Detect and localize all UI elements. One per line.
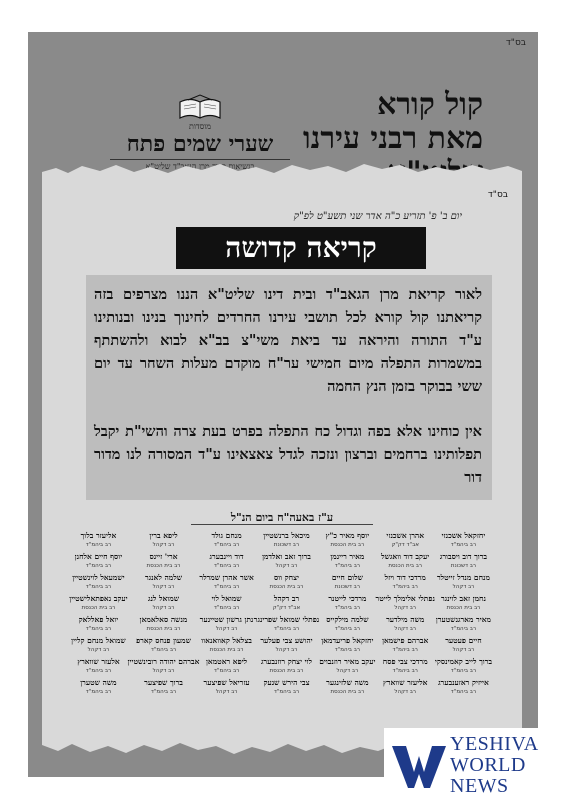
signatory-title: רב ביהמ"ד: [213, 542, 240, 548]
signatory-name: יוסף מאיר כ"ץ: [325, 531, 370, 540]
signatory-title: רב ביהמ"ד: [334, 626, 361, 632]
signatory: [435, 615, 492, 636]
signatory-name: עזריאל שפיצער: [203, 678, 250, 687]
signatory: [128, 552, 200, 573]
signatory: [376, 552, 435, 573]
signatory-name: יצחק ווס: [273, 573, 300, 582]
signatory: [376, 678, 435, 699]
signatory-name: שמואל מנחם קליין: [71, 636, 126, 645]
signatory-name: אלעזר שווארץ: [77, 657, 120, 666]
signatory-name: יחזקאל פריעדמאן: [321, 636, 374, 645]
signatory-title: רב ביהמ"ד: [213, 668, 240, 674]
signatory-title: רב ביהמ"ד: [85, 689, 112, 695]
signatory-name: נחמן זאב לוינגר: [440, 594, 486, 603]
signatory: [319, 657, 375, 678]
signatory-title: רב ביהמ"ד: [450, 689, 477, 695]
signatory-title: רב ביהמ"ד: [150, 689, 177, 695]
signatory-name: שמואל לוי: [211, 594, 242, 603]
signatory-name: ליפא ראטמאן: [205, 657, 248, 666]
signatory-name: מיכאל ברנשטיין: [263, 531, 310, 540]
signatory-name: מנשה סאלאמאן: [139, 615, 188, 624]
signatory-name: שלמה לאנגר: [144, 573, 183, 582]
signatory-title: רב ביהמ"ד: [334, 563, 361, 569]
signatory: [199, 573, 253, 594]
signatory-name: מנחם מנדל זייטלר: [436, 573, 490, 582]
signatory-name: דוד ויינבערג: [209, 552, 244, 561]
signatory-name: ברוך שפיצער: [144, 678, 183, 687]
signatory: [69, 615, 127, 636]
signatory-title: רב ביהמ"ד: [213, 584, 240, 590]
signatory-name: יעקב נאפתאלישטיין: [69, 594, 128, 603]
headline-line-1: קול קורא: [377, 87, 483, 122]
logo-top-label: מוסדות: [188, 122, 212, 131]
paragraph-2: אין כוחינו אלא בפה וגדול כח התפלה בפרט בעת צרה והשי"ת יקבל תפלותינו ברחמים וברצון ונזכה לגדל צאצאינו ע"ד המסורה לנו מדור דור: [94, 423, 482, 486]
signatory-name: נתן גרשון שטיינער: [199, 615, 254, 624]
signatory: [435, 594, 492, 615]
signatory-title: רב דקהל: [152, 542, 175, 548]
signatory-title: רב ביהמ"ד: [273, 626, 300, 632]
signatory: [128, 573, 200, 594]
signatory-title: רב דשכונת: [334, 584, 360, 590]
signatory: [199, 615, 253, 636]
signatures-grid: [69, 531, 492, 727]
signatory-title: רב דקהל: [87, 647, 110, 653]
signatory-title: רב דקהל: [452, 584, 475, 590]
signatory-title: רב דקהל: [275, 647, 298, 653]
signatory-title: רב בית הכנסת: [81, 605, 116, 611]
signatory: [319, 531, 375, 552]
signatory-title: רב ביהמ"ד: [85, 626, 112, 632]
signatory-name: אייזיק ראזענבערג: [438, 678, 489, 687]
signatory: [128, 657, 200, 678]
signatory-title: רב בית הכנסת: [146, 626, 181, 632]
signatory-name: יעקב מאיר רוזנבוים: [319, 657, 376, 666]
signatory-title: רב ביהמ"ד: [450, 668, 477, 674]
signatory-title: רב דקהל: [336, 668, 359, 674]
signatory-name: משה שלזינגער: [326, 678, 369, 687]
signatory: [254, 615, 319, 636]
notice-paper: [42, 175, 522, 740]
signatory-name: משה מילדער: [386, 615, 425, 624]
signatory: [199, 552, 253, 573]
signatory-title: רב דשכונת: [450, 563, 477, 569]
signatory-name: חיים פעטער: [445, 636, 482, 645]
signatory-title: רב ביהמ"ד: [450, 626, 477, 632]
signatory-name: שלום חיים: [331, 573, 363, 582]
signatory: [199, 531, 253, 552]
signatory: [254, 678, 319, 699]
signatory-name: אליעזר בלוך: [80, 531, 117, 540]
yeshiva-world-news-logo-icon: [390, 742, 448, 792]
signatory-title: רב בית הכנסת: [330, 689, 365, 695]
signatory: [376, 636, 435, 657]
logo-name: שערי שמים פתח: [126, 131, 274, 157]
signatory: [254, 573, 319, 594]
signatory-title: רב דקהל: [275, 563, 298, 569]
signatory-name: ברוך לייב קאמינסקי: [434, 657, 492, 666]
signatory: [69, 657, 127, 678]
signatory-title: רב דקהל: [215, 689, 238, 695]
signatory-title: רב בית הכנסת: [330, 542, 365, 548]
signatures-heading: ע"ז באעה"ח ביום הנ"ל: [42, 511, 522, 524]
signatory: [199, 678, 253, 699]
signatory-name: אהרן אשכנזי: [386, 531, 425, 540]
signatory-title: רב דקהל: [394, 605, 417, 611]
signatory: [435, 531, 492, 552]
signatory: [435, 552, 492, 573]
signatory-name: בצלאל קאוואנאוו: [201, 636, 252, 645]
logo-subtitle: בנשיאות כבוד מרן הגאב"ד שליט"א: [110, 159, 290, 171]
signatory-title: רב ביהמ"ד: [273, 689, 300, 695]
signatory: [128, 615, 200, 636]
signatory-title: רב ביהמ"ד: [392, 668, 418, 674]
signatory-title: רב ביהמ"ד: [213, 563, 240, 569]
signatory-title: רב בית הכנסת: [269, 668, 304, 674]
signatory: [199, 657, 253, 678]
corner-mark: בס"ד: [505, 38, 526, 48]
signatory: [128, 531, 200, 552]
signatory: [254, 594, 319, 615]
signatory-name: שלמה מילקייס: [326, 615, 369, 624]
signatory-name: משה שטערן: [80, 678, 117, 687]
signatory-name: יהושע צבי פעלער: [260, 636, 313, 645]
signatory-name: שמואל לנג: [147, 594, 180, 603]
signatory: [69, 573, 127, 594]
signatory: [254, 636, 319, 657]
signatory: [69, 594, 127, 615]
signatory-name: אשר אהרן שמרלר: [199, 573, 254, 582]
signatory: [69, 636, 127, 657]
watermark-line-3: NEWS: [450, 775, 509, 797]
signatory: [435, 573, 492, 594]
paragraph-1: לאור קריאת מרן הגאב"ד ובית דינו שליט"א הננו מצרפים בזה קריאתנו קול קורא לכל תושבי עירנו החרדים לחינוך בנינו ובנותינו ע"ד התורה והיראה עד ביאת משי"צ בב"א לבוא ולהשתתף במשמרות התפלה מיום חמישי ער"ח מוקדם מעלות השחר עד יום ששי בבוקר בזמן הנץ החמה: [94, 286, 482, 395]
signatory: [128, 636, 200, 657]
signatory-title: רב דקהל: [215, 626, 238, 632]
signatory-name: אליעזר שווארץ: [382, 678, 428, 687]
signatory-title: רב ביהמ"ד: [392, 584, 418, 590]
signatory-title: רב ביהמ"ד: [334, 647, 361, 653]
signatory-name: מאיר מארגנשטערן: [435, 615, 491, 624]
signatory: [435, 636, 492, 657]
signatory-title: רב דקהל: [152, 584, 175, 590]
signatory: [254, 531, 319, 552]
signatory-name: אברהם יהודה רובינשטיין: [127, 657, 200, 666]
signatory-title: רב ביהמ"ד: [85, 668, 112, 674]
signatory-name: שמעון פנחס קארפ: [136, 636, 191, 645]
signatory: [435, 678, 492, 699]
signatory-name: צבי הירש שנעק: [263, 678, 310, 687]
signatory: [128, 594, 200, 615]
signatory: [319, 678, 375, 699]
signatory: [376, 531, 435, 552]
signatory: [254, 657, 319, 678]
signatory-name: יחזקאל אשכנזי: [441, 531, 486, 540]
signatory-name: ברוך דוב ויסבורג: [439, 552, 487, 561]
signatory: [376, 573, 435, 594]
signatory-name: מרדכי צבי פסח: [382, 657, 428, 666]
signatory-title: רב דקהל: [152, 605, 175, 611]
headline-line-2: מאת רבני עירנו: [302, 121, 483, 156]
signatory: [199, 636, 253, 657]
signatory-title: רב ביהמ"ד: [392, 647, 418, 653]
signatory-title: רב בית הכנסת: [209, 647, 244, 653]
signatory: [69, 552, 127, 573]
watermark-line-2: WORLD: [450, 754, 526, 776]
signatory-name: ישמעאל לוינשטיין: [72, 573, 125, 582]
signatory-name: נפתלי אלימלך לייטר: [375, 594, 435, 603]
signatory-title: רב דקהל: [152, 668, 175, 674]
watermark-line-1: YESHIVA: [450, 733, 539, 755]
signatory-name: מאיר ריינמן: [330, 552, 365, 561]
signatory-name: יואל פאללאק: [78, 615, 119, 624]
notice-corner-mark: בס"ד: [487, 190, 508, 200]
signatory-title: אב"ד דק"ק: [272, 605, 301, 611]
signatory: [319, 615, 375, 636]
signatory-title: רב ביהמ"ד: [450, 542, 477, 548]
signatory-title: רב בית הכנסת: [446, 605, 481, 611]
signatory: [319, 594, 375, 615]
signatory: [376, 615, 435, 636]
signatory-name: ברוך זאב ואלדמן: [262, 552, 311, 561]
signatory: [319, 552, 375, 573]
open-book-icon: [178, 94, 222, 120]
signatory-name: רב דקהל: [273, 594, 300, 603]
signatory: [319, 573, 375, 594]
signatory-title: רב ביהמ"ד: [150, 647, 177, 653]
signatory-title: רב בית הכנסת: [388, 563, 423, 569]
watermark: [384, 728, 566, 800]
signatory-title: רב ביהמ"ד: [85, 563, 112, 569]
signatory-title: רב דקהל: [452, 647, 475, 653]
date-line: יום ב' פ' תזריע כ"ה אדר שני תשע"ט לפ"ק: [293, 211, 462, 222]
signatory-name: מרדכי לייטנר: [328, 594, 367, 603]
signatory-title: אב"ד דק"ק: [391, 542, 419, 548]
watermark-text: [450, 734, 539, 797]
signatory-title: רב דשכונת: [273, 542, 300, 548]
signatory: [254, 552, 319, 573]
signatory: [199, 594, 253, 615]
signatory-name: ליפא ברין: [149, 531, 178, 540]
signatory-title: רב ביהמ"ד: [85, 584, 112, 590]
signatory-name: מנחם גולד: [211, 531, 242, 540]
notice-body: [86, 275, 492, 500]
signatory: [435, 657, 492, 678]
signatory-name: אברהם פישמאן: [382, 636, 429, 645]
signatory: [376, 594, 435, 615]
signatory-name: לוי יצחק רוזנבערג: [260, 657, 313, 666]
signatory-name: נפתלי שמואל שפרינגר: [253, 615, 320, 624]
signatory-title: רב דקהל: [394, 626, 417, 632]
signatory-title: רב ביהמ"ד: [334, 605, 361, 611]
signatory: [128, 678, 200, 699]
signatory-title: רב ביהמ"ד: [213, 605, 240, 611]
signatory-title: רב בית הכנסת: [269, 584, 304, 590]
signatory-title: רב דקהל: [394, 689, 417, 695]
signatory-name: יעקב דוד וואגשל: [381, 552, 430, 561]
signatory-name: ארי' זיינס: [149, 552, 178, 561]
signatory-title: רב ביהמ"ד: [85, 542, 112, 548]
banner-title: קריאה קדושה: [176, 227, 426, 269]
signatory-title: רב בית הכנסת: [146, 563, 181, 569]
signatory: [69, 678, 127, 699]
signatory: [69, 531, 127, 552]
signatory: [319, 636, 375, 657]
signatory-name: מרדכי דוד ויזל: [384, 573, 426, 582]
signatory-name: יוסף חיים אלחנן: [74, 552, 123, 561]
signatory: [376, 657, 435, 678]
